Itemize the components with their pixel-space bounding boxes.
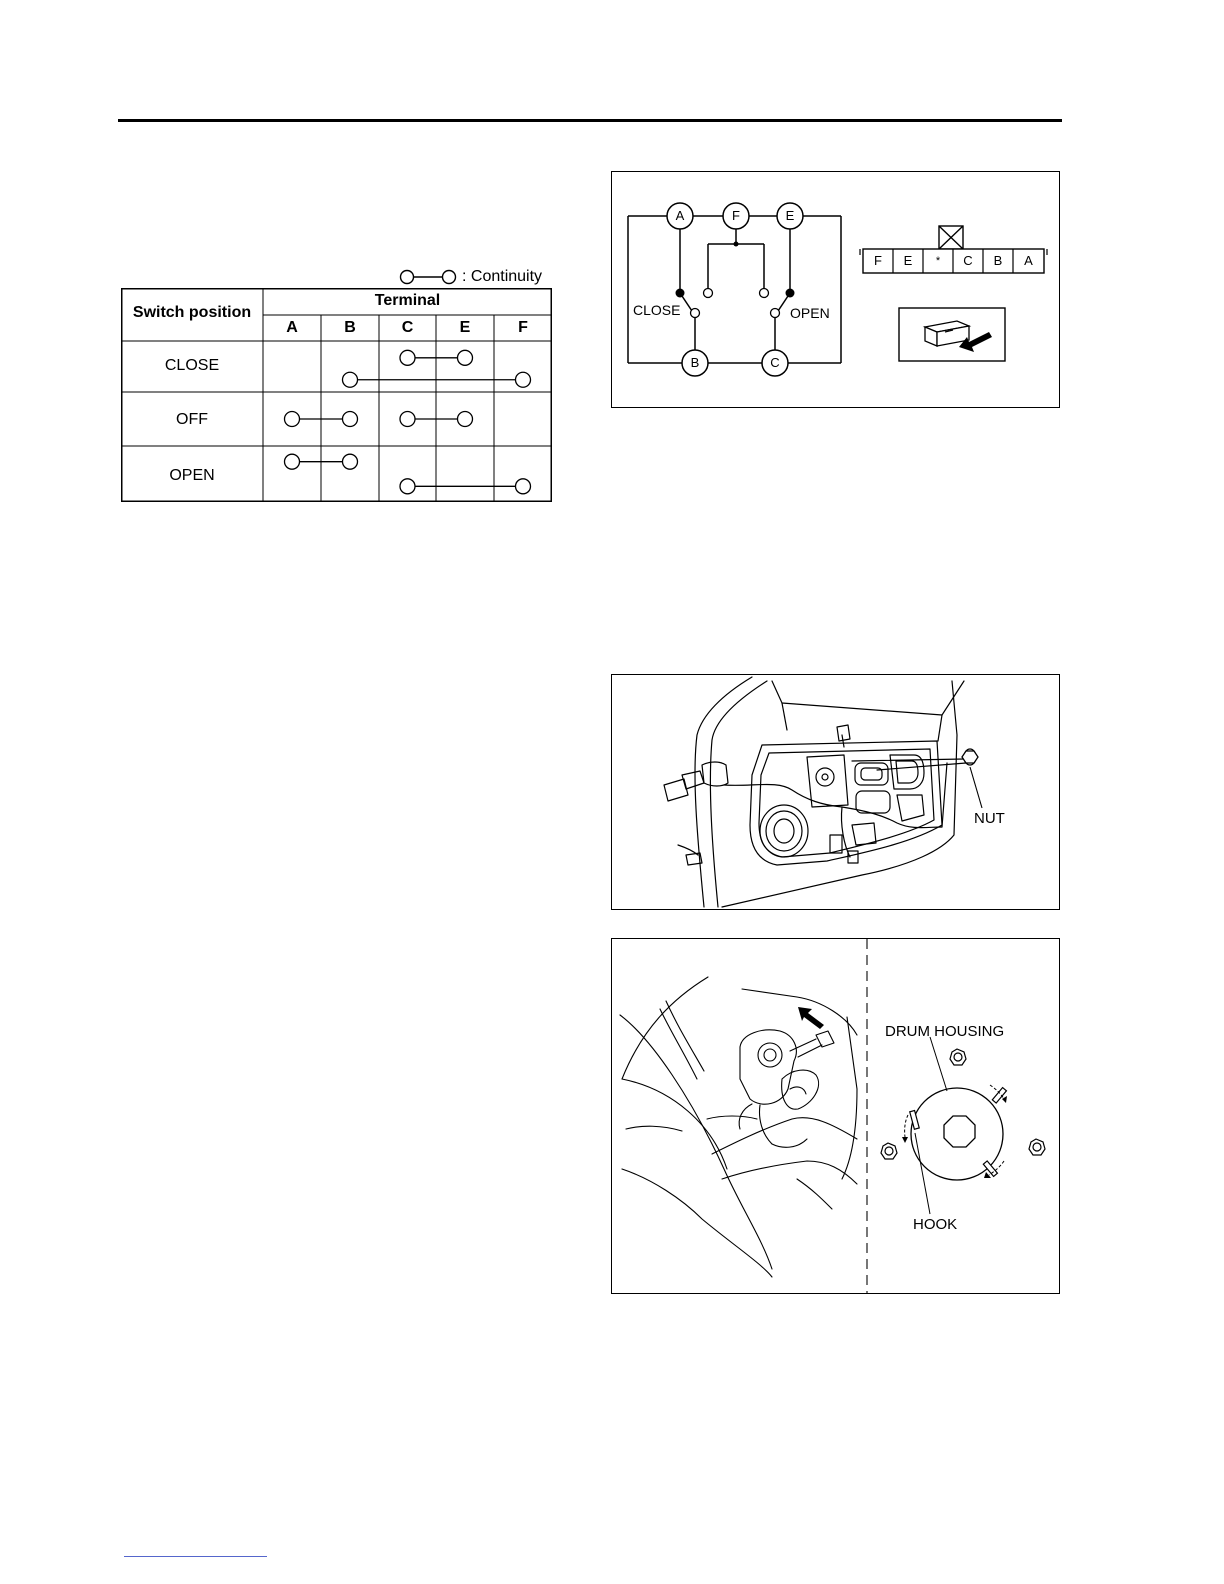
switch-position-header: Switch position [132,304,252,321]
row-close-label: CLOSE [164,357,220,374]
terminal-c-header: C [401,319,414,336]
continuity-link-close-b-f-start [343,372,358,387]
footer-link-underline [124,1556,267,1557]
row-open-label: OPEN [169,467,215,484]
close-contact-label: CLOSE [633,302,681,318]
circuit-terminal-e: E [785,208,795,223]
nut-label: NUT [974,810,1005,827]
drum-housing-label: DRUM HOUSING [885,1023,1005,1040]
row-off-label: OFF [176,411,208,428]
continuity-link-off-a-b-start [285,412,300,427]
terminal-header: Terminal [374,292,441,309]
header-rule [118,119,1062,122]
connector-pin-blank: * [935,255,941,267]
continuity-link-open-a-b-start [285,454,300,469]
switch-circuit-figure [611,171,1060,408]
connector-pin-b: B [993,253,1003,268]
drum-housing-drawing [612,939,1059,1293]
continuity-table [121,288,552,502]
terminal-a-header: A [286,319,298,336]
legend-text: : Continuity [462,268,543,285]
circuit-terminal-a: A [675,208,685,223]
continuity-link-close-b-f-end [516,372,531,387]
connector-pin-a: A [1024,253,1033,268]
circuit-terminal-c: C [770,355,780,370]
circuit-terminal-b: B [690,355,700,370]
connector-pin-e: E [903,253,913,268]
circuit-terminal-f: F [732,208,740,223]
continuity-link-off-a-b-end [343,412,358,427]
continuity-legend [398,267,542,287]
connector-pin-f: F [874,253,882,268]
continuity-link-open-c-f-end [516,479,531,494]
drum-housing-figure [611,938,1060,1294]
continuity-link-close-c-e-start [400,350,415,365]
hook-label: HOOK [913,1216,958,1233]
terminal-b-header: B [344,319,356,336]
connector-pin-c: C [963,253,973,268]
door-inner-panel-figure [611,674,1060,910]
continuity-link-off-c-e-start [400,412,415,427]
continuity-link-off-c-e-end [458,412,473,427]
terminal-f-header: F [518,319,528,336]
continuity-link-open-c-f-start [400,479,415,494]
continuity-link-close-c-e-end [458,350,473,365]
door-inner-panel-drawing [612,675,1059,909]
open-contact-label: OPEN [790,305,830,321]
continuity-symbol-icon [398,267,458,287]
continuity-link-open-a-b-end [343,454,358,469]
terminal-e-header: E [459,319,471,336]
